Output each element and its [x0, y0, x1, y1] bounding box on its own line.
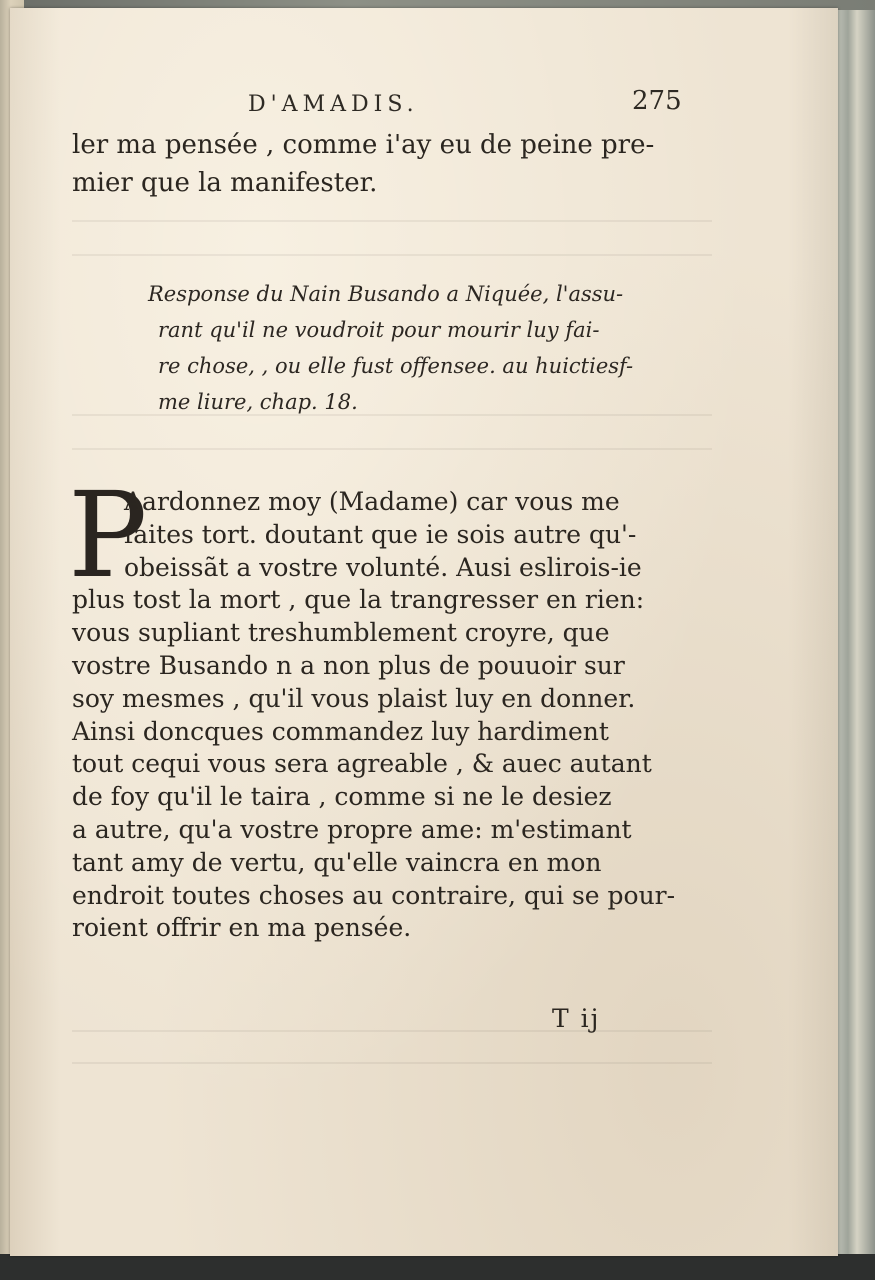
body-line: faites tort. doutant que ie sois autre qu'- — [124, 519, 637, 549]
body-line: soy mesmes , qu'il vous plaist luy en donner. — [72, 683, 636, 713]
body-line: vostre Busando n a non plus de pouuoir sur — [72, 650, 625, 680]
signature-mark: T ij — [552, 1004, 601, 1033]
book-page — [10, 8, 838, 1256]
body-line: endroit toutes choses au contraire, qui se pour- — [72, 880, 676, 910]
body-line: Ainsi doncques commandez luy hardiment — [72, 716, 609, 746]
heading-line: rant qu'il ne voudroit pour mourir luy fai- — [158, 318, 600, 342]
heading-line: Response du Nain Busando a Niquée, l'assu- — [148, 282, 624, 306]
show-through-line — [72, 448, 712, 450]
drop-cap: P — [68, 466, 148, 604]
body-line: tout cequi vous sera agreable , & auec autant — [72, 749, 652, 779]
heading-line: re chose, , ou elle fust offensee. au huictiesf- — [158, 354, 634, 378]
body-paragraph — [72, 486, 712, 945]
running-head: D'AMADIS. — [248, 92, 419, 117]
show-through-line — [72, 1030, 712, 1032]
carryover-paragraph — [72, 126, 702, 202]
body-line: roient offrir en ma pensée. — [72, 913, 412, 943]
body-line: obeissãt a vostre volunté. Ausi eslirois-ie — [124, 552, 642, 582]
body-line: vous supliant treshumblement croyre, que — [72, 618, 610, 648]
show-through-line — [72, 254, 712, 256]
heading-line: me liure, chap. 18. — [158, 390, 358, 414]
text-line: ler ma pensée , comme i'ay eu de peine pre- — [72, 130, 655, 160]
show-through-line — [72, 1062, 712, 1064]
body-line: a autre, qu'a vostre propre ame: m'estimant — [72, 814, 632, 844]
body-line: Aardonnez moy (Madame) car vous me — [124, 487, 620, 516]
text-line: mier que la manifester. — [72, 168, 378, 198]
scanner-bed — [0, 1254, 875, 1280]
body-line: de foy qu'il le taira , comme si ne le desiez — [72, 782, 612, 812]
body-line: plus tost la mort , que la trangresser en rien: — [72, 585, 645, 615]
show-through-line — [72, 220, 712, 222]
chapter-heading — [148, 276, 708, 420]
page-number: 275 — [632, 86, 682, 116]
body-line: tant amy de vertu, qu'elle vaincra en mon — [72, 847, 602, 877]
